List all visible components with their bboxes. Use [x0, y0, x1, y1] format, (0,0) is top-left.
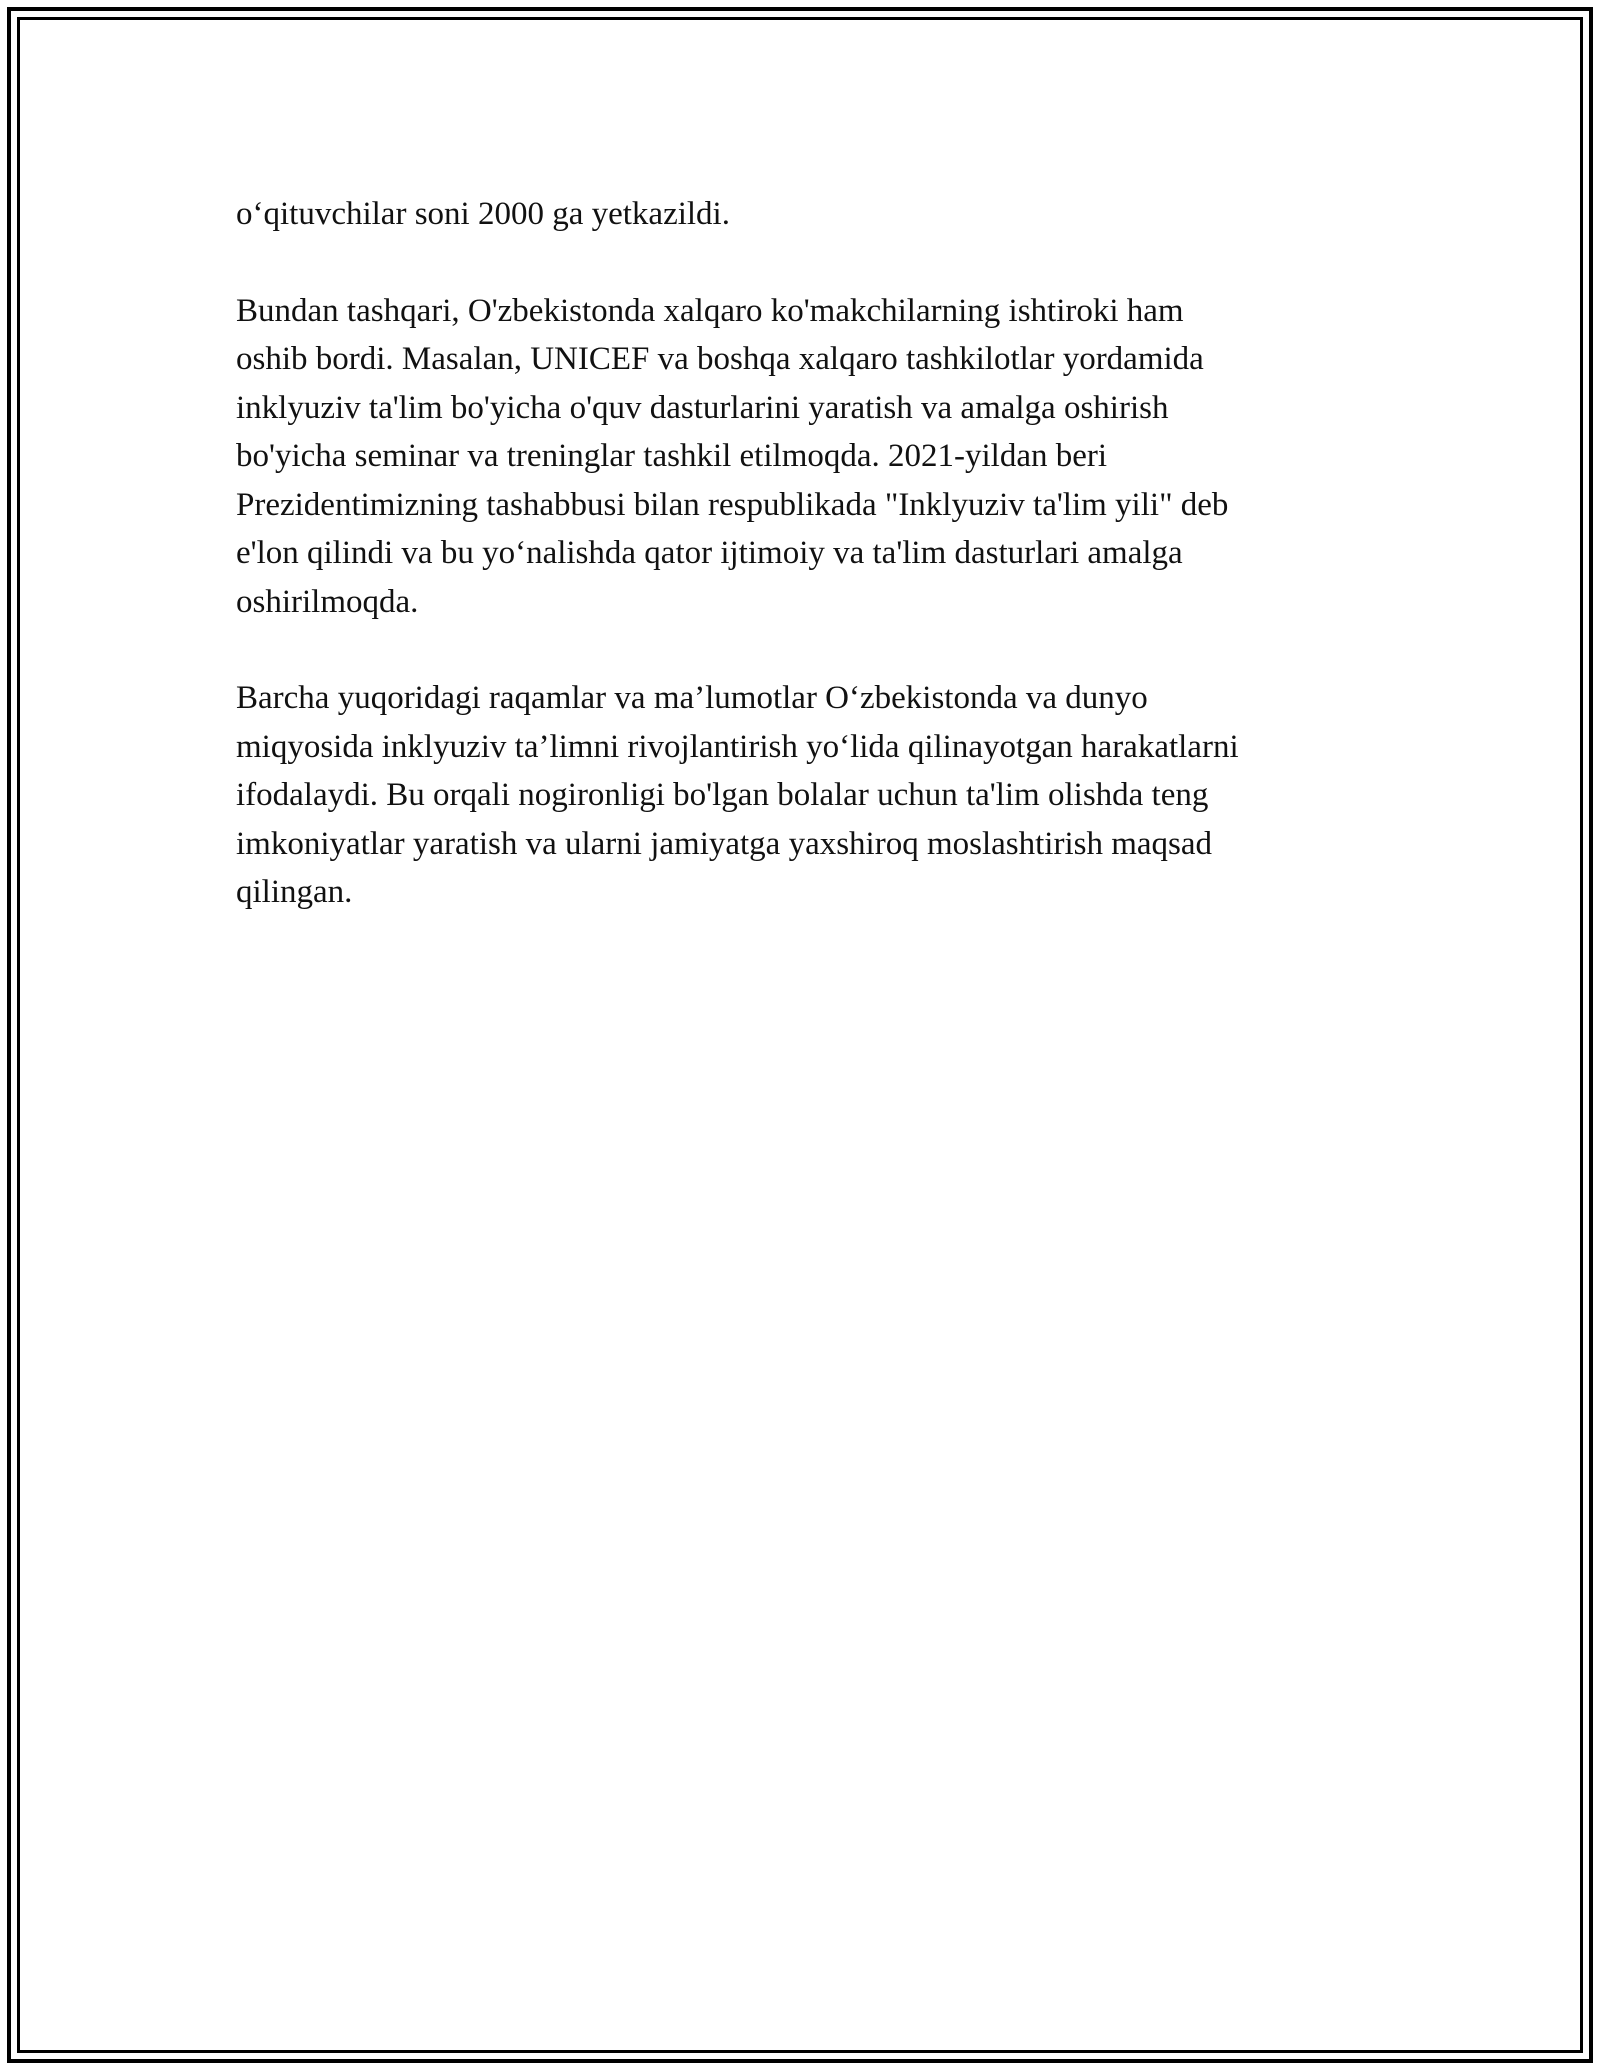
document-body: [236, 190, 1366, 965]
paragraph-teacher-count: o‘qituvchilar soni 2000 ga yetkazildi.: [236, 196, 730, 232]
paragraph-conclusion: Barcha yuqoridagi raqamlar va ma’lumotlar O‘zbekistonda va dunyo miqyosida inklyuziv ta’limni rivojlantirish yo‘lida qilinayotgan harakatlarni ifodalaydi. Bu orqali nogironligi bo'lgan bolalar uchun ta'lim olishda teng imkoniyatlar yaratish va ularni jamiyatga yaxshiroq moslashtirish maqsad qilingan.: [236, 680, 1239, 910]
paragraph-international-partners: Bundan tashqari, O'zbekistonda xalqaro ko'makchilarning ishtiroki ham oshib bordi. Masalan, UNICEF va boshqa xalqaro tashkilotlar yordamida inklyuziv ta'lim bo'yicha o'quv dasturlarini yaratish va amalga oshirish bo'yicha seminar va treninglar tashkil etilmoqda. 2021-yildan beri Prezidentimizning tashabbusi bilan respublikada "Inklyuziv ta'lim yili" deb e'lon qilindi va bu yo‘nalishda qator ijtimoiy va ta'lim dasturlari amalga oshirilmoqda.: [236, 292, 1229, 620]
